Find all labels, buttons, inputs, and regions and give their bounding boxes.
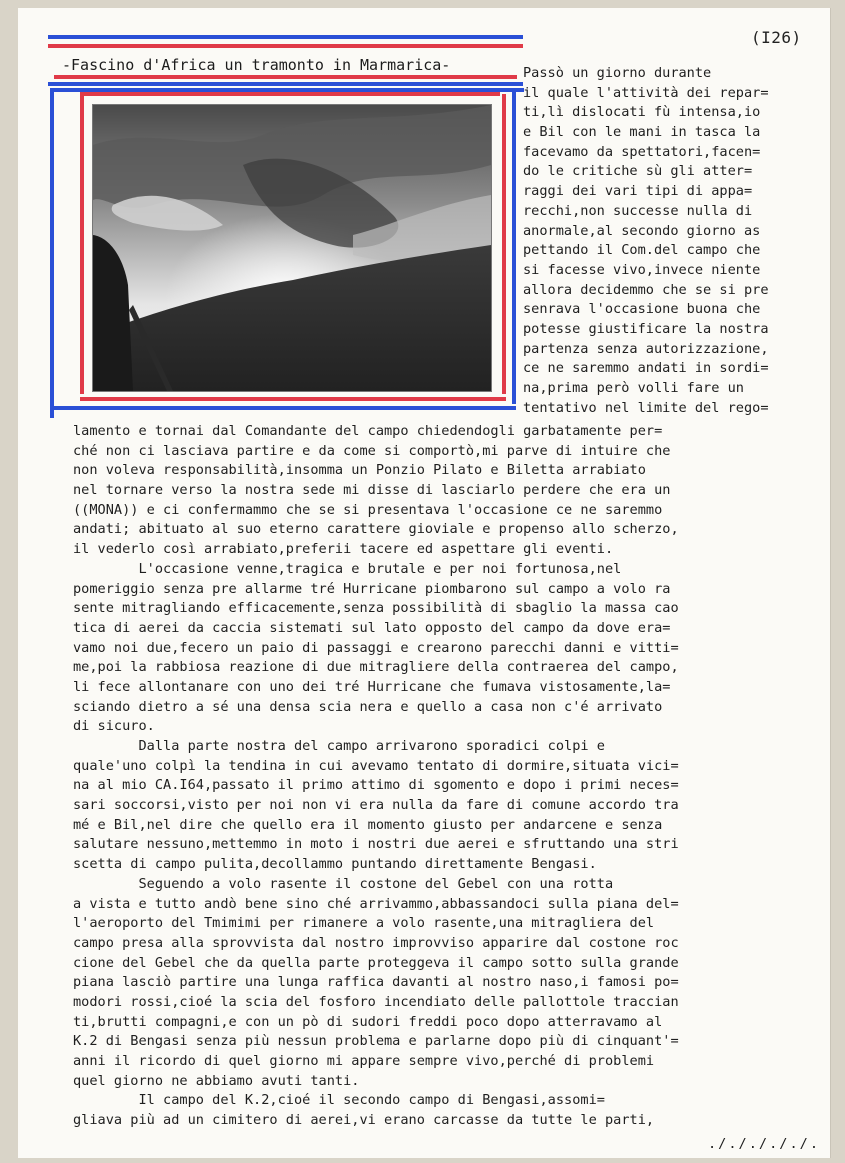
caption-border-top-red xyxy=(48,44,523,48)
text-line: do le critiche sù gli atter= xyxy=(523,163,753,180)
text-line: gliava più ad un cimitero di aerei,vi erano carcasse da tutte le parti, xyxy=(73,1112,655,1129)
frame-border-bottom-blue xyxy=(50,406,516,410)
page-number: (I26) xyxy=(751,28,802,47)
text-line: nel tornare verso la nostra sede mi disse di lasciarlo perdere che era un xyxy=(73,482,671,499)
text-line: quale'uno colpì la tendina in cui avevamo tentato di dormire,situata vici= xyxy=(73,757,679,774)
text-line: non voleva responsabilità,insomma un Ponzio Pilato e Biletta arrabiato xyxy=(73,462,646,479)
text-line: quel giorno ne abbiamo avuti tanti. xyxy=(73,1072,360,1089)
text-line: andati; abituato al suo eterno carattere gioviale e propenso allo scherzo, xyxy=(73,521,679,538)
text-line: me,poi la rabbiosa reazione di due mitragliere della contraerea del campo, xyxy=(73,659,679,676)
text-line: na al mio CA.I64,passato il primo attimo di sgomento e dopo i primi neces= xyxy=(73,777,679,794)
text-line: l'aeroporto del Tmimimi per rimanere a volo rasente,una mitragliera del xyxy=(73,915,655,932)
text-line: li fece allontanare con uno dei tré Hurricane che fumava vistosamente,la= xyxy=(73,678,671,695)
text-line: ti,brutti compagni,e con un pò di sudori freddi poco dopo atterravamo al xyxy=(73,1013,663,1030)
text-line: Il campo del K.2,cioé il secondo campo di Bengasi,assomi= xyxy=(73,1092,605,1109)
text-line: anormale,al secondo giorno as xyxy=(523,222,761,239)
text-line: di sicuro. xyxy=(73,718,155,735)
text-line: L'occasione venne,tragica e brutale e per noi fortunosa,nel xyxy=(73,560,622,577)
text-line: K.2 di Bengasi senza più nessun problema e parlarne dopo più di cinquant'= xyxy=(73,1033,679,1050)
right-column-text xyxy=(523,64,769,418)
text-line: il quale l'attività dei repar= xyxy=(523,84,769,101)
text-line: modori rossi,cioé la scia del fosforo incendiato delle pallottole traccian xyxy=(73,993,679,1010)
caption-border-bottom-blue xyxy=(48,82,523,86)
frame-border-top-red xyxy=(80,92,500,96)
text-line: senrava l'occasione buona che xyxy=(523,301,761,318)
text-line: ce ne saremmo andati in sordi= xyxy=(523,360,769,377)
text-line: vamo noi due,fecero un paio di passaggi e crearono parecchi danni e vitti= xyxy=(73,639,679,656)
text-line: allora decidemmo che se si pre xyxy=(523,281,769,298)
text-line: ti,lì dislocati fù intensa,io xyxy=(523,104,761,121)
text-line: recchi,non successe nulla di xyxy=(523,202,753,219)
frame-border-right-blue xyxy=(512,88,516,404)
text-line: pomeriggio senza pre allarme tré Hurricane piombarono sul campo a volo ra xyxy=(73,580,671,597)
frame-border-left-blue xyxy=(50,88,54,418)
sunset-photo xyxy=(92,104,492,392)
text-line: Seguendo a volo rasente il costone del Gebel con una rotta xyxy=(73,875,614,892)
text-line: il vederlo così arrabiato,preferii tacere ed aspettare gli eventi. xyxy=(73,541,614,558)
document-page xyxy=(18,8,831,1158)
caption-frame xyxy=(48,35,523,83)
text-line: Dalla parte nostra del campo arrivarono sporadici colpi e xyxy=(73,738,605,754)
caption-border-top-blue xyxy=(48,35,523,39)
frame-border-left-red xyxy=(80,94,84,394)
text-line: ((MONA)) e ci confermammo che se si presentava l'occasione ce ne saremmo xyxy=(73,501,663,518)
photo-caption: -Fascino d'Africa un tramonto in Marmarica- xyxy=(62,56,451,74)
text-line: salutare nessuno,mettemmo in moto i nostri due aerei e sfruttando una stri xyxy=(73,836,679,853)
text-line: tica di aerei da caccia sistemati sul lato opposto del campo da dove era= xyxy=(73,619,671,636)
frame-border-right-red xyxy=(502,94,506,394)
text-line: Passò un giorno durante xyxy=(523,65,712,81)
text-line: pettando il Com.del campo che xyxy=(523,242,761,259)
text-line: anni il ricordo di quel giorno mi appare sempre vivo,perché di problemi xyxy=(73,1053,655,1069)
text-line: e Bil con le mani in tasca la xyxy=(523,124,761,141)
text-line: sari soccorsi,visto per noi non vi era nulla da fare di comune accordo tra xyxy=(73,797,679,814)
photo-frame xyxy=(50,92,524,414)
text-line: tentativo nel limite del rego= xyxy=(523,399,769,416)
caption-border-bottom-red xyxy=(54,75,517,79)
body-text xyxy=(73,422,679,1131)
frame-border-bottom-red xyxy=(80,397,506,401)
text-line: si facesse vivo,invece niente xyxy=(523,261,761,278)
text-line: facevamo da spettatori,facen= xyxy=(523,143,761,160)
text-line: na,prima però volli fare un xyxy=(523,380,744,396)
text-line: a vista e tutto andò bene sino ché arrivammo,abbassandoci sulla piana del= xyxy=(73,895,679,912)
text-line: partenza senza autorizzazione, xyxy=(523,340,769,357)
sunset-photo-image xyxy=(93,105,491,391)
end-mark: ./././././. xyxy=(708,1136,821,1152)
text-line: sciando dietro a sé una densa scia nera e quello a casa non c'é arrivato xyxy=(73,698,663,715)
text-line: sente mitragliando efficacemente,senza possibilità di sbaglio la massa cao xyxy=(73,600,679,617)
text-line: lamento e tornai dal Comandante del campo chiedendogli garbatamente per= xyxy=(73,423,663,439)
text-line: potesse giustificare la nostra xyxy=(523,320,769,337)
text-line: cione del Gebel che da quella parte proteggeva il campo sotto sulla grande xyxy=(73,954,679,971)
text-line: piana lasciò partire una lunga raffica davanti al nostro naso,i famosi po= xyxy=(73,974,679,991)
text-line: campo presa alla sprovvista dal nostro improvviso apparire dal costone roc xyxy=(73,934,679,951)
text-line: mé e Bil,nel dire che quello era il momento giusto per andarcene e senza xyxy=(73,816,663,833)
text-line: ché non ci lasciava partire e da come si comportò,mi parve di intuire che xyxy=(73,442,671,459)
text-line: raggi dei vari tipi di appa= xyxy=(523,183,753,200)
text-line: scetta di campo pulita,decollammo puntando direttamente Bengasi. xyxy=(73,856,597,873)
